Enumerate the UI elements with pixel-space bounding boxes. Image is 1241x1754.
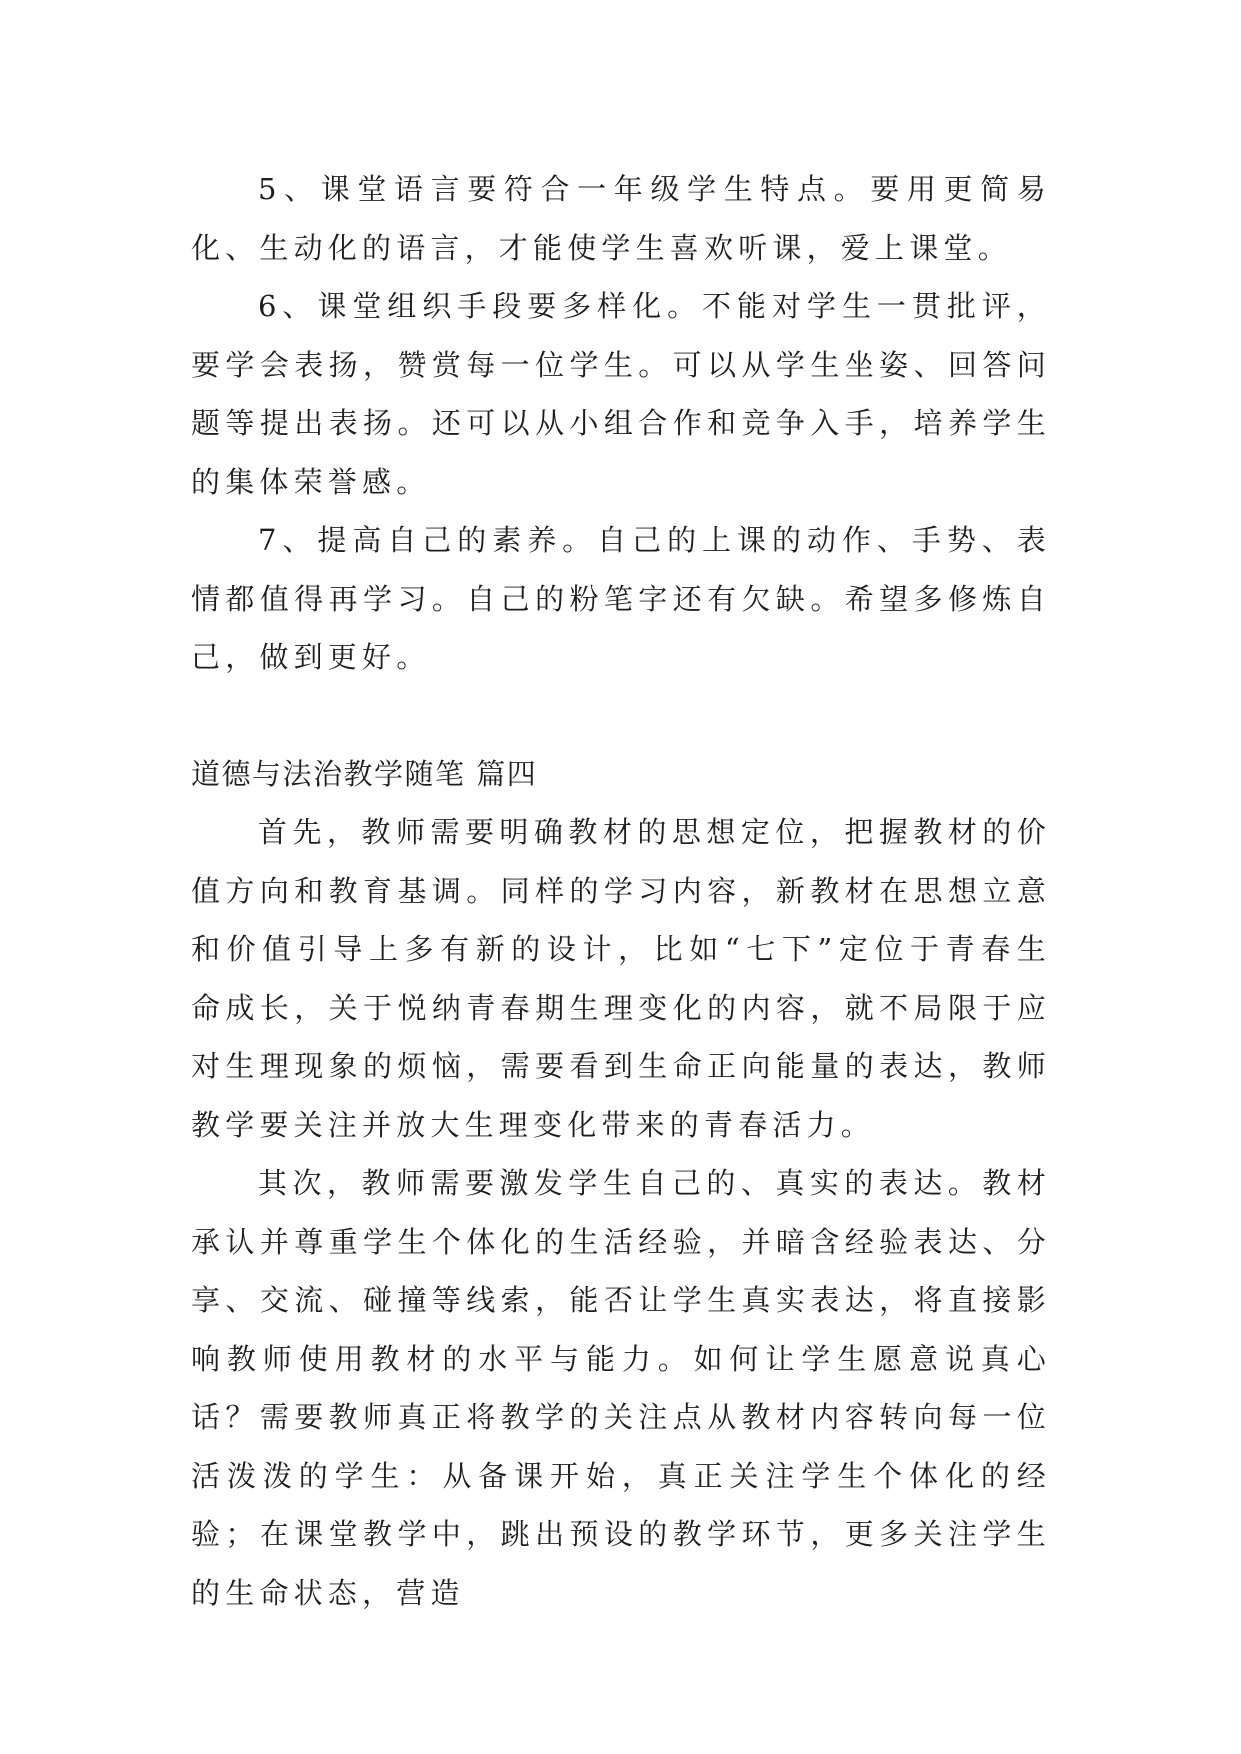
paragraph-6: 6、课堂组织手段要多样化。不能对学生一贯批评，要学会表扬，赞赏每一位学生。可以从学生坐姿、回答问题等提出表扬。还可以从小组合作和竞争入手，培养学生的集体荣誉感。 (191, 289, 1051, 499)
paragraph-5: 5、课堂语言要符合一年级学生特点。要用更简易化、生动化的语言，才能使学生喜欢听课，爱上课堂。 (191, 172, 1051, 265)
paragraph-second: 其次，教师需要激发学生自己的、真实的表达。教材承认并尊重学生个体化的生活经验，并暗含经验表达、分享、交流、碰撞等线索，能否让学生真实表达，将直接影响教师使用教材的水平与能力。如何让学生愿意说真心话？需要教师真正将教学的关注点从教材内容转向每一位活泼泼的学生：从备课开始，真正关注学生个体化的经验；在课堂教学中，跳出预设的教学环节，更多关注学生的生命状态，营造 (191, 1166, 1051, 1610)
document-body (191, 160, 1051, 1622)
section-spacer (191, 687, 1051, 745)
paragraph-7: 7、提高自己的素养。自己的上课的动作、手势、表情都值得再学习。自己的粉笔字还有欠缺。希望多修炼自己，做到更好。 (191, 523, 1051, 674)
section-heading: 道德与法治教学随笔 篇四 (191, 756, 538, 791)
paragraph-first: 首先，教师需要明确教材的思想定位，把握教材的价值方向和教育基调。同样的学习内容，新教材在思想立意和价值引导上多有新的设计，比如“七下”定位于青春生命成长，关于悦纳青春期生理变化的内容，就不局限于应对生理现象的烦恼，需要看到生命正向能量的表达，教师教学要关注并放大生理变化带来的青春活力。 (191, 815, 1051, 1142)
